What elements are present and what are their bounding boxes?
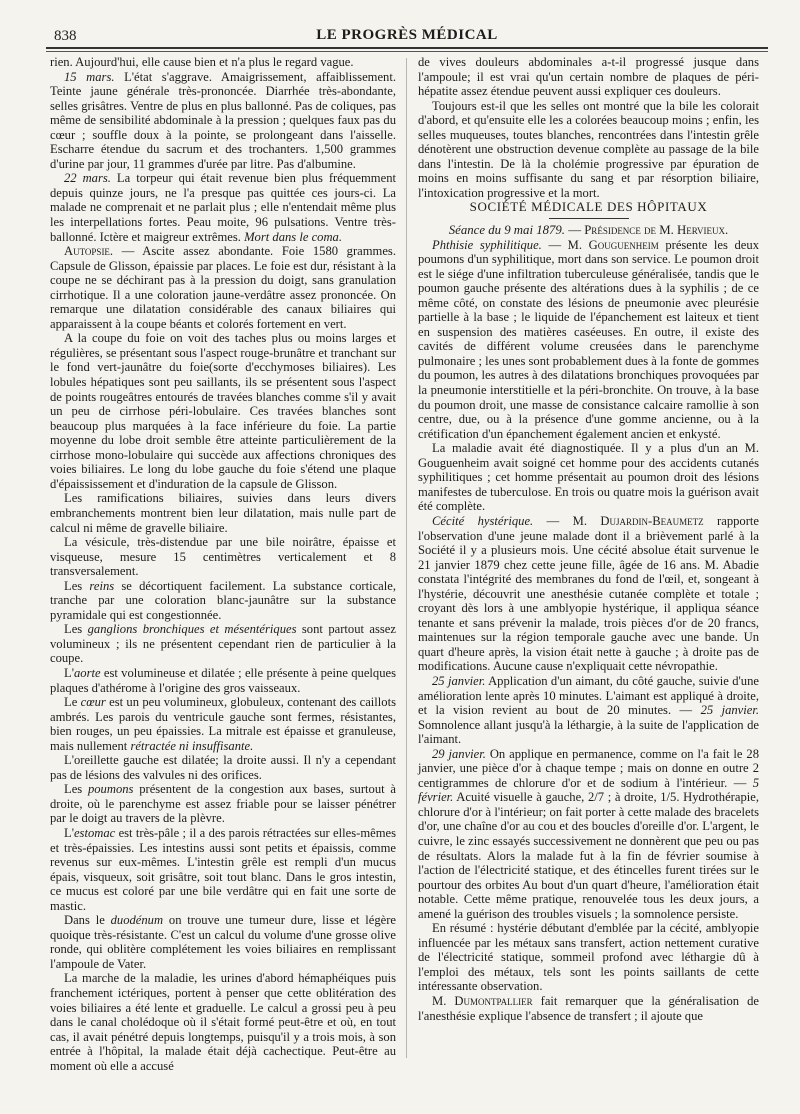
- paragraph: L'estomac est très-pâle ; il a des parois rétractées sur elles-mêmes et très-épaissies. Les intestins aussi sont petits et épaissis, comme revenus sur eux-mêmes. L'intestin grêle est rempli d'un mucus épais, visqueux, soit grisâtre, soit tout blanc. Dans le gros intestin, ce mucus est coloré par une bile verdâtre qui en fait une sorte de mastic.: [50, 825, 396, 913]
- paragraph: de vives douleurs abdominales a-t-il progressé jusque dans l'ampoule; il est vrai qu'un certain nombre de plaques de péri-hépatite assez étendue peuvent aussi expliquer ces douleurs.: [418, 55, 759, 99]
- section-title: SOCIÉTÉ MÉDICALE DES HÔPITAUX: [469, 199, 708, 215]
- paragraph: Les ramifications biliaires, suivies dans leurs divers embranchements montrent bien leur dilatation, mais nulle part de calcul ni même de gravelle biliaire.: [50, 491, 396, 535]
- paragraph: M. Dumontpallier fait remarquer que la généralisation de l'anesthésie explique l'absence de transfert ; il ajoute que: [418, 994, 759, 1023]
- session-line: Séance du 9 mai 1879. — Présidence de M. Hervieux.: [448, 223, 729, 238]
- paragraph: La maladie avait été diagnostiquée. Il y a plus d'un an M. Gouguenheim avait soigné cet homme pour des accidents cutanés syphilitiques ; cet homme présentait au poumon droit des lésions manifestes de tuberculose. En trois ou quatre mois la guérison avait été complète.: [418, 441, 759, 514]
- paragraph: 25 janvier. Application d'un aimant, du côté gauche, suivie d'une amélioration lente après 10 minutes. L'aimant est appliqué à droite, et la vision revient au bout de 20 minutes. — 25 janvier. Somnolence allant jusqu'à la léthargie, à la suite de l'application de l'aimant.: [418, 673, 760, 747]
- left-column: [50, 55, 396, 1073]
- header-rule-thin: [46, 51, 768, 52]
- paragraph: L'aorte est volumineuse et dilatée ; elle présente à peine quelques plaques d'athérome à l'origine des gros vaisseaux.: [50, 665, 396, 695]
- paragraph: 29 janvier. On applique en permanence, comme on l'a fait le 28 janvier, une pièce d'or à chaque tempe ; mais on donne en outre 2 centigrammes de chlorure d'or et de sodium à l'intérieur. — 5 février. Acuité visuelle à gauche, 2/7 ; à droite, 1/5. Hydrothérapie, chlorure d'or à l'intérieur; on fait porter à cette malade des bracelets d'or, une chaîne d'or au cou et des boucles d'oreille d'or. L'argent, le cuivre, le zinc essayés successivement ne donnèrent que peu ou pas de résultats. Alors la malade fut à la fin de février soumise à l'action de l'électricité statique, et des étincelles furent tirées sur le pourtour des orbites Au bout d'un quart d'heure, l'amélioration était notable. Cette même pratique, renouvelée tous les deux jours, a amené la guérison des troubles visuels ; la somnolence persiste.: [418, 746, 759, 921]
- paragraph: Les reins se décortiquent facilement. La substance corticale, tranche par une coloration blanc-jaunâtre sur la substance pyramidale qui est congestionnée.: [50, 578, 396, 622]
- topic-label: Phthisie syphilitique.: [432, 237, 542, 252]
- paragraph: Les poumons présentent de la congestion aux bases, surtout à droite, où le parenchyme est assez friable pour se laisser pénétrer par le doigt au travers de la plèvre.: [50, 782, 396, 826]
- paragraph: Autopsie. — Ascite assez abondante. Foie 1580 grammes. Capsule de Glisson, épaissie par places. Le foie est dur, résistant à la coupe ne se déchirant pas à la pression du doigt, sans granulation cirrhotique. Il a une coloration jaune-verdâtre assez prononcée. On remarque une dilatation considérable des canaux biliaires qui apparaissent à la coupe béants et colorés fortement en vert.: [50, 244, 396, 331]
- journal-title: LE PROGRÈS MÉDICAL: [316, 27, 498, 43]
- header-rule: [46, 47, 768, 49]
- paragraph: La marche de la maladie, les urines d'abord hémaphéiques puis franchement ictériques, portent à penser que cette oblitération des voies biliaires a été lente et graduelle. Le calcul a grossi peu à peu dans le canal cholédoque où il s'était formé peut-être et où, en tout cas, il avait pénétré depuis longtemps, puisqu'il y a trois mois, à son entrée à l'hôpital, la malade était déjà cachectique. Peut-être au moment où elle a accusé: [50, 971, 396, 1073]
- paragraph: Dans le duodénum on trouve une tumeur dure, lisse et légère quoique très-résistante. C'est un calcul du volume d'une grosse olive ronde, qui oblitère complétement les voies biliaires en remplissant l'ampoule de Vater.: [50, 913, 396, 971]
- paragraph: Toujours est-il que les selles ont montré que la bile les colorait d'abord, et qu'ensuite elle les a colorées beaucoup moins ; enfin, les selles muqueuses, toutes blanches, rencontrées dans l'intestin grêle dénotèrent une obstruction devenue complète au passage de la bile dans l'intestin. De là la cholémie progressive par épuration de moins en moins suffisante du sang et par résorption biliaire, l'intoxication progressive et la mort.: [418, 98, 759, 200]
- topic-label: Cécité hystérique.: [432, 513, 534, 528]
- paragraph: Cécité hystérique. — M. Dujardin-Beaumetz rapporte l'observation d'une jeune malade dont il a brièvement parlé à la Société il y a plusieurs mois. Une cécité absolue était survenue le 21 janvier 1879 chez cette jeune fille, âgée de 16 ans. M. Abadie constata l'intégrité des membranes du fond de l'œil, et, songeant à l'hystérie, découvrit une anesthésie cutanée complète et totale ; croyant dès lors à une amblyopie hystérique, il appliqua séance tenante et sans prévenir la malade, trois pièces d'or de 20 francs, maintenues sur la région temporale gauche avec une bande. Un quart d'heure après, la vision était nette à gauche ; à droite pas de modifications. Aucune cause n'expliquait cette névropathie.: [418, 513, 759, 674]
- page-header: [48, 22, 766, 44]
- date-label: 22 mars.: [64, 171, 111, 186]
- paragraph: Les ganglions bronchiques et mésentériques sont partout assez volumineux ; ils ne présentent cependant rien de particulier à la coupe.: [50, 622, 396, 666]
- page-number: 838: [54, 28, 77, 44]
- paragraph: 15 mars. L'état s'aggrave. Amaigrissement, affaiblissement. Teinte jaune générale très-prononcée. Diarrhée très-abondante, selles grisâtres. Ventre de plus en plus ballonné. Pas de coliques, pas même de sensibilité abdominale à la pression ; quelques faux pas du cœur ; souffle doux à la pointe, se prolongeant dans l'aisselle. Escharre étendue du sacrum et des trochanters. 1,500 grammes d'urine par jour, 11 grammes d'urée par litre. Pas d'albumine.: [50, 69, 396, 171]
- section-rule: [549, 218, 629, 219]
- date-label: 25 janvier.: [432, 673, 486, 688]
- paragraph: En résumé : hystérie débutant d'emblée par la cécité, amblyopie influencée par les métaux sans transfert, action nettement curative de l'électricité statique, sommeil profond avec léthargie dû à l'emploi des métaux, tels sont les points saillants de cette intéressante observation.: [418, 921, 759, 994]
- paragraph: Phthisie syphilitique. — M. Gouguenheim présente les deux poumons d'un syphilitique, mort dans son service. Le poumon droit est le siége d'une infiltration tuberculeuse généralisée, tandis que le poumon gauche présente des altérations dues à la syphilis ; de ce même côté, on constate des lésions de pneumonie avec pleurésie partielle à la base ; le liquide de l'épanchement est laiteux et tient en suspension des matières caséeuses. En outre, il existe des cavités de différent volume creusées dans le parenchyme pulmonaire ; les unes sont probablement dues à la fonte de gommes du poumon, les autres à des dilatations bronchiques provoquées par la pneumonie interstitielle et la péri-bronchite. On trouve, à la base du poumon droit, une masse de consistance calcaire ramollie à son centre, due, ou à la présence d'une gomme ancienne, ou à la crétification d'un épanchement également ancien et enkysté.: [418, 237, 759, 441]
- paragraph: A la coupe du foie on voit des taches plus ou moins larges et régulières, se présentant sous l'aspect rouge-brunâtre et tranchant sur le fond vert-jaunâtre du foie(sorte d'ecchymoses biliaires). Les lobules hépatiques sont peu saillants, ils se présentent sous l'aspect de points rougeâtres entourés de travées blanches comme s'il y avait un peu de cirrhose péri-lobulaire. Ces travées blanches sont beaucoup plus marquées à la face inférieure du foie. La partie moyenne du lobe droit semble être atteinte particulièrement de la cirrhose mono-lobulaire qui succède aux affections chroniques des voies biliaires. Le long du lobe gauche du foie s'étend une plaque d'épaississement et d'induration de la capsule de Glisson.: [50, 331, 397, 491]
- column-divider: [406, 58, 407, 1058]
- paragraph: rien. Aujourd'hui, elle cause bien et n'a plus le regard vague.: [50, 55, 354, 69]
- date-label: 15 mars.: [64, 69, 115, 84]
- paragraph: L'oreillette gauche est dilatée; la droite aussi. Il n'y a cependant pas de lésions des valvules ni des orifices.: [50, 753, 396, 782]
- date-label: 29 janvier.: [432, 746, 486, 761]
- paragraph: 22 mars. La torpeur qui était revenue bien plus fréquemment depuis quinze jours, ne l'a presque pas quittée ces jours-ci. La malade ne comprenait et ne parlait plus ; elle n'entendait même plus les interpellations fortes. Peau moite, 96 pulsations. Ventre très-ballonné. Ictère et maigreur extrêmes. Mort dans le coma.: [50, 171, 396, 244]
- autopsy-label: Autopsie.: [64, 244, 114, 259]
- right-column: [418, 55, 759, 1023]
- paragraph: La vésicule, très-distendue par une bile noirâtre, épaisse et visqueuse, mesure 15 centimètres verticalement et 8 transversalement.: [50, 535, 396, 579]
- paragraph: Le cœur est un peu volumineux, globuleux, contenant des caillots ambrés. Les parois du ventricule gauche sont fermes, résistantes, bien rouges, un peu épaissies. La mitrale est épaisse et granuleuse, mais nullement rétractée ni insuffisante.: [50, 695, 397, 753]
